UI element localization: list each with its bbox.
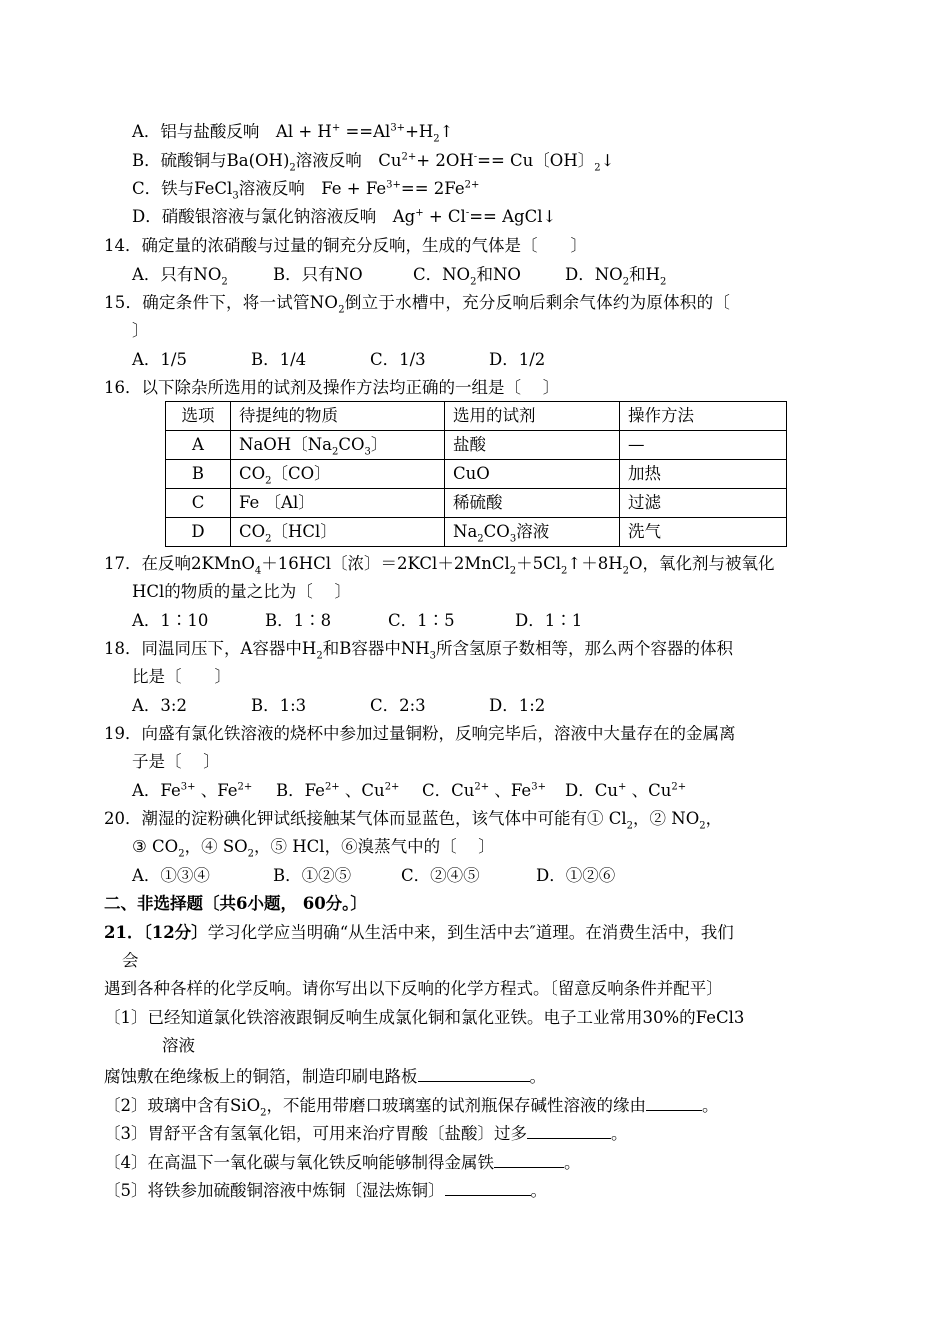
text: + 2OH bbox=[416, 151, 474, 170]
subscript: 2 bbox=[594, 162, 601, 174]
q20-stem bbox=[104, 808, 722, 830]
q14-option-b: B．只有NO bbox=[273, 265, 363, 284]
text: 18．同温同压下，A容器中H bbox=[104, 639, 317, 658]
superscript: + bbox=[415, 207, 424, 219]
method-cell: — bbox=[620, 431, 787, 460]
option-cell: A bbox=[166, 431, 231, 460]
superscript: - bbox=[465, 207, 470, 219]
q20-option-a: A．①③④ bbox=[132, 866, 210, 885]
q20-option-b: B．①②⑤ bbox=[273, 866, 352, 885]
q21-part-1: 〔1〕已经知道氯化铁溶液跟铜反响生成氯化铜和氯化亚铁。电子工业常用30%的FeCl3 bbox=[104, 1008, 745, 1027]
text: 溶液反响 Fe + Fe bbox=[238, 179, 387, 198]
subscript: 2 bbox=[265, 533, 272, 545]
text: B．硫酸铜与Ba(OH) bbox=[132, 151, 290, 170]
q15-option-a: A．1/5 bbox=[132, 350, 187, 369]
q19-option-a bbox=[132, 780, 252, 802]
superscript: 2+ bbox=[237, 781, 253, 793]
text: ，② NO bbox=[633, 809, 700, 828]
superscript: 2+ bbox=[401, 151, 417, 163]
text: 。 bbox=[611, 1124, 628, 1143]
q13-option-b bbox=[132, 150, 614, 172]
question-number: 21．〔12分〕 bbox=[104, 923, 208, 942]
text: D．Cu bbox=[565, 781, 618, 800]
text: CO bbox=[483, 522, 510, 541]
header-cell: 选用的试剂 bbox=[445, 402, 620, 431]
q18-stem-cont: 比是〔 〕 bbox=[132, 667, 231, 686]
text: ↑＋8H bbox=[567, 554, 623, 573]
method-cell: 洗气 bbox=[620, 518, 787, 547]
text: ，⑤ HCl，⑥溴蒸气中的〔 〕 bbox=[254, 837, 495, 856]
method-cell: 加热 bbox=[620, 460, 787, 489]
text: D．硝酸银溶液与氯化钠溶液反响 Ag bbox=[132, 207, 416, 226]
text: 〔HCl〕 bbox=[271, 522, 337, 541]
text: 。 bbox=[564, 1153, 581, 1172]
q20-option-c: C．②④⑤ bbox=[401, 866, 480, 885]
subscript: 2 bbox=[260, 1107, 267, 1119]
subscript: 2 bbox=[178, 848, 185, 860]
subscript: 2 bbox=[221, 276, 228, 288]
superscript: - bbox=[473, 151, 478, 163]
superscript: 2+ bbox=[324, 781, 340, 793]
text: ＋16HCl〔浓〕＝2KCl＋2MnCl bbox=[261, 554, 510, 573]
text: A．铝与盐酸反响 Al + H bbox=[132, 122, 332, 141]
text: CO bbox=[239, 464, 266, 483]
reagent-cell: CuO bbox=[445, 460, 620, 489]
text: C．NO bbox=[413, 265, 471, 284]
text: 溶液反响 Cu bbox=[295, 151, 402, 170]
superscript: 3+ bbox=[390, 122, 406, 134]
subscript: 3 bbox=[509, 533, 517, 545]
q17-option-b: B．1∶8 bbox=[265, 611, 332, 630]
text: 〕 bbox=[370, 435, 388, 454]
subscript: 2 bbox=[338, 304, 345, 316]
q21-stem bbox=[104, 922, 734, 944]
q15-stem bbox=[104, 292, 730, 314]
answer-blank[interactable] bbox=[494, 1149, 564, 1168]
q21-part-3 bbox=[104, 1120, 628, 1145]
substance-cell bbox=[231, 460, 445, 489]
text: 学习化学应当明确“从生活中来，到生活中去″道理。在消费生活中，我们 bbox=[207, 923, 734, 942]
subscript: 2 bbox=[265, 475, 272, 487]
text: 〔2〕玻璃中含有SiO bbox=[104, 1096, 261, 1115]
header-cell: 待提纯的物质 bbox=[231, 402, 445, 431]
text: D．NO bbox=[565, 265, 623, 284]
subscript: 2 bbox=[622, 276, 630, 288]
text: 溶液 bbox=[516, 522, 550, 541]
table-row bbox=[166, 489, 787, 518]
text: 〔CO〕 bbox=[271, 464, 331, 483]
text: + Cl bbox=[423, 207, 466, 226]
subscript: 2 bbox=[699, 820, 706, 832]
q14-option-c bbox=[413, 264, 521, 286]
text: CO bbox=[338, 435, 365, 454]
q14-option-a bbox=[132, 264, 228, 286]
table-row bbox=[166, 460, 787, 489]
subscript: 2 bbox=[470, 276, 477, 288]
subscript: 2 bbox=[289, 162, 296, 174]
text: Na bbox=[453, 522, 478, 541]
subscript: 3 bbox=[429, 650, 437, 662]
subscript: 3 bbox=[232, 190, 239, 202]
q18-option-a: A．3:2 bbox=[132, 696, 187, 715]
text: 。 bbox=[701, 1096, 719, 1115]
q15-option-b: B．1/4 bbox=[251, 350, 307, 369]
subscript: 2 bbox=[659, 276, 667, 288]
subscript: 2 bbox=[477, 533, 484, 545]
subscript: 2 bbox=[331, 446, 339, 458]
q19-option-b bbox=[276, 780, 399, 802]
q17-stem-cont: HCl的物质的量之比为〔 〕 bbox=[132, 582, 352, 601]
q14-option-d bbox=[565, 264, 666, 286]
q21-part-4 bbox=[104, 1149, 581, 1174]
option-cell: D bbox=[166, 518, 231, 547]
q21-part-1-cont bbox=[104, 1063, 546, 1088]
subscript: 2 bbox=[316, 650, 323, 662]
text: 和H bbox=[629, 265, 660, 284]
text: ，不能用带磨口玻璃塞的试剂瓶保存碱性溶液的缘由 bbox=[266, 1096, 646, 1115]
text: == 2Fe bbox=[400, 179, 465, 198]
subscript: 3 bbox=[364, 446, 371, 458]
text: 倒立于水槽中，充分反响后剩余气体约为原体积的〔 bbox=[344, 293, 731, 312]
q21-part-5 bbox=[104, 1177, 547, 1202]
answer-blank[interactable] bbox=[646, 1092, 702, 1111]
option-cell: B bbox=[166, 460, 231, 489]
q13-option-d bbox=[132, 206, 556, 228]
text: 20．潮湿的淀粉碘化钾试纸接触某气体而显蓝色，该气体中可能有① Cl bbox=[104, 809, 627, 828]
text: 17．在反响2KMnO bbox=[104, 554, 255, 573]
text: 。 bbox=[530, 1181, 547, 1200]
q15-option-d: D．1/2 bbox=[489, 350, 546, 369]
q16-table bbox=[165, 401, 787, 547]
superscript: 2+ bbox=[474, 781, 490, 793]
text: ③ CO bbox=[132, 837, 179, 856]
q17-option-a: A．1∶10 bbox=[132, 611, 209, 630]
q20-stem-cont bbox=[132, 836, 495, 858]
subscript: 2 bbox=[433, 133, 440, 145]
q21-instruction: 遇到各种各样的化学反响。请你写出以下反响的化学方程式。〔留意反响条件并配平〕 bbox=[104, 979, 723, 998]
superscript: + bbox=[617, 781, 627, 793]
q21-part-1-wrap: 溶液 bbox=[162, 1036, 195, 1055]
q15-stem-cont: 〕 bbox=[132, 321, 149, 340]
table-header-row bbox=[166, 402, 787, 431]
substance-cell bbox=[231, 431, 445, 460]
text: 所含氢原子数相等，那么两个容器的体积 bbox=[436, 639, 734, 658]
q16-stem: 16．以下除杂所选用的试剂及操作方法均正确的一组是〔 〕 bbox=[104, 378, 560, 397]
reagent-cell: 盐酸 bbox=[445, 431, 620, 460]
substance-cell: Fe 〔Al〕 bbox=[231, 489, 445, 518]
q21-part-2 bbox=[104, 1092, 718, 1117]
superscript: 2+ bbox=[464, 179, 480, 191]
q18-option-c: C．2:3 bbox=[370, 696, 426, 715]
table-row bbox=[166, 431, 787, 460]
superscript: 3+ bbox=[531, 781, 546, 793]
q18-option-d: D．1:2 bbox=[489, 696, 546, 715]
text: == AgCl↓ bbox=[469, 207, 557, 226]
text: 、Fe bbox=[489, 781, 532, 800]
q17-option-d: D．1∶1 bbox=[515, 611, 583, 630]
text: == Cu〔OH〕 bbox=[477, 151, 595, 170]
text: 15．确定条件下，将一试管NO bbox=[104, 293, 339, 312]
superscript: + bbox=[331, 122, 341, 134]
text: A．Fe bbox=[132, 781, 181, 800]
answer-blank[interactable] bbox=[527, 1120, 611, 1139]
superscript: 2+ bbox=[671, 781, 687, 793]
q17-option-c: C．1∶5 bbox=[388, 611, 455, 630]
reagent-cell bbox=[445, 518, 620, 547]
text: 〔4〕在高温下一氧化碳与氧化铁反响能够制得金属铁 bbox=[104, 1153, 494, 1172]
subscript: 2 bbox=[247, 848, 255, 860]
option-cell: C bbox=[166, 489, 231, 518]
q19-option-c bbox=[422, 780, 546, 802]
text: B．Fe bbox=[276, 781, 325, 800]
text: 。 bbox=[529, 1067, 546, 1086]
subscript: 2 bbox=[622, 565, 629, 577]
q19-stem: 19．向盛有氯化铁溶液的烧杯中参加过量铜粉，反响完毕后，溶液中大量存在的金属离 bbox=[104, 724, 736, 743]
text: 和NO bbox=[476, 265, 521, 284]
superscript: 2+ bbox=[384, 781, 400, 793]
q18-stem bbox=[104, 638, 733, 660]
subscript: 4 bbox=[254, 565, 262, 577]
q14-stem: 14．确定量的浓硝酸与过量的铜充分反响，生成的气体是〔 〕 bbox=[104, 236, 587, 255]
q19-stem-cont: 子是〔 〕 bbox=[132, 752, 220, 771]
superscript: 3+ bbox=[386, 179, 401, 191]
text: O，氧化剂与被氧化 bbox=[629, 554, 775, 573]
text: 〔5〕将铁参加硫酸铜溶液中炼铜〔湿法炼铜〕 bbox=[104, 1181, 445, 1200]
text: C．Cu bbox=[422, 781, 475, 800]
answer-blank[interactable] bbox=[445, 1177, 531, 1196]
q20-option-d: D．①②⑥ bbox=[536, 866, 616, 885]
text: 和B容器中NH bbox=[322, 639, 430, 658]
q18-option-b: B．1:3 bbox=[251, 696, 307, 715]
text: 〔3〕胃舒平含有氢氧化铝，可用来治疗胃酸〔盐酸〕过多 bbox=[104, 1124, 527, 1143]
text: ， bbox=[705, 809, 723, 828]
text: ，④ SO bbox=[184, 837, 248, 856]
q13-option-a bbox=[132, 121, 453, 143]
q15-option-c: C．1/3 bbox=[370, 350, 426, 369]
text: A．只有NO bbox=[132, 265, 222, 284]
subscript: 2 bbox=[626, 820, 634, 832]
text: +H bbox=[405, 122, 434, 141]
text: 、Cu bbox=[339, 781, 385, 800]
text: 腐蚀敷在绝缘板上的铜箔，制造印刷电路板 bbox=[104, 1067, 418, 1086]
text: C．铁与FeCl bbox=[132, 179, 233, 198]
superscript: 3+ bbox=[180, 781, 196, 793]
table-row bbox=[166, 518, 787, 547]
q13-option-c bbox=[132, 178, 479, 200]
substance-cell bbox=[231, 518, 445, 547]
header-cell: 选项 bbox=[166, 402, 231, 431]
text: ↑ bbox=[439, 122, 454, 141]
text: ＋5Cl bbox=[516, 554, 562, 573]
text: NaOH〔Na bbox=[239, 435, 332, 454]
subscript: 2 bbox=[561, 565, 568, 577]
text: ==Al bbox=[340, 122, 391, 141]
text: ↓ bbox=[600, 151, 615, 170]
q21-stem-wrap: 会 bbox=[122, 951, 139, 970]
answer-blank[interactable] bbox=[418, 1063, 530, 1082]
text: 、Fe bbox=[195, 781, 238, 800]
section-title: 二、非选择题〔共6小题， 60分。〕 bbox=[104, 894, 367, 913]
reagent-cell: 稀硫酸 bbox=[445, 489, 620, 518]
subscript: 2 bbox=[509, 565, 517, 577]
q17-stem bbox=[104, 553, 775, 575]
text: CO bbox=[239, 522, 266, 541]
method-cell: 过滤 bbox=[620, 489, 787, 518]
text: 、Cu bbox=[626, 781, 672, 800]
q19-option-d bbox=[565, 780, 686, 802]
header-cell: 操作方法 bbox=[620, 402, 787, 431]
